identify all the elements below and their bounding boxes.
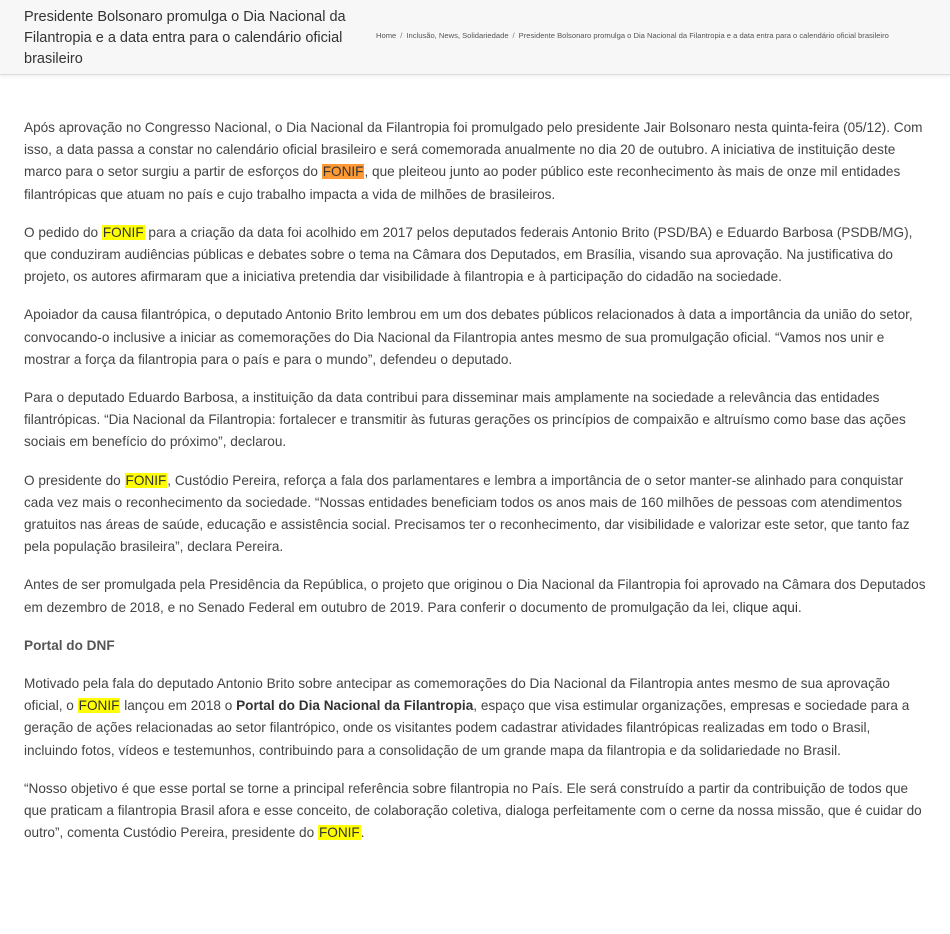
paragraph-text: . (360, 825, 365, 841)
paragraph-text: , espaço que visa estimular organizações, empresas e sociedade para a geração de ações relacionadas ao setor filantrópico, onde os visitantes podem cadastrar atividades filantrópicas realizadas em todo o Brasil, incluindo fotos, vídeos e testemunhos, contribuindo para a consolidação de um grande mapa da filantropia e da solidariedade no Brasil. (24, 698, 910, 758)
paragraph-text: O presidente do (24, 472, 125, 488)
article-paragraph: Para o deputado Eduardo Barbosa, a instituição da data contribui para disseminar mais amplamente na sociedade a relevância das entidades filantrópicas. “Dia Nacional da Filantropia: fortalecer e transmitir às futuras gerações os princípios de compaixão e altruísmo como base das ações sociais em benefício do próximo”, declarou. (24, 390, 906, 450)
paragraph-text: “Nosso objetivo é que esse portal se torne a principal referência sobre filantropia no País. Ele será construído a partir da contribuição de todos que que praticam a filantropia Brasil afora e esse conceito, de colaboração coletiva, dialoga perfeitamente com o cerne da nossa missão, que é cuidar do outro”, comenta Custódio Pereira, presidente do (24, 780, 922, 841)
breadcrumb-current: Presidente Bolsonaro promulga o Dia Nacional da Filantropia e a data entra para o calendário oficial brasileiro (518, 31, 889, 40)
breadcrumb-separator: / (400, 31, 403, 40)
breadcrumb-category-link[interactable]: Inclusão, News, Solidariedade (406, 31, 509, 40)
article-paragraph (24, 673, 926, 762)
paragraph-text: . (797, 599, 802, 615)
page-title: Presidente Bolsonaro promulga o Dia Nacional da Filantropia e a data entra para o calendário oficial brasileiro (24, 9, 346, 67)
fonif-highlight: FONIF (318, 825, 360, 841)
fonif-highlight: FONIF (78, 698, 120, 714)
section-subheading: Portal do DNF (24, 637, 115, 653)
paragraph-text: para a criação da data foi acolhido em 2017 pelos deputados federais Antonio Brito (PSD/BA) e Eduardo Barbosa (PSDB/MG), que conduziram audiências públicas e debates sobre o tema na Câmara dos Deputados, em Brasília, visando sua aprovação. Na justificativa do projeto, os autores afirmaram que a iniciativa pretendia dar visibilidade à filantropia e à participação do cidadão na sociedade. (24, 224, 913, 285)
promulgation-document-link[interactable]: clique aqui (732, 599, 798, 615)
paragraph-text: Antes de ser promulgada pela Presidência da República, o projeto que originou o Dia Nacional da Filantropia foi aprovado na Câmara dos Deputados em dezembro de 2018, e no Senado Federal em outubro de 2019. Para conferir o documento de promulgação da lei, (24, 577, 926, 615)
fonif-highlight: FONIF (322, 164, 364, 180)
breadcrumb-separator: / (512, 31, 515, 40)
fonif-highlight: FONIF (125, 472, 167, 488)
fonif-highlight: FONIF (102, 224, 144, 240)
breadcrumb-home-link[interactable]: Home (376, 31, 397, 40)
article-paragraph (24, 574, 926, 618)
breadcrumb (376, 31, 946, 40)
article-paragraph (24, 117, 926, 206)
paragraph-text: , Custódio Pereira, reforça a fala dos parlamentares e lembra a importância de o setor manter-se alinhado para conquistar cada vez mais o reconhecimento da sociedade. “Nossas entidades beneficiam todos os anos mais de 160 milhões de pessoas com atendimentos gratuitos nas áreas de saúde, educação e assistência social. Precisamos ter o reconhecimento, dar visibilidade e valorizar este setor, que tanto faz pela população brasileira”, declara Pereira. (24, 472, 910, 555)
paragraph-text: lançou em 2018 o (120, 698, 237, 714)
paragraph-text: Motivado pela fala do deputado Antonio Brito sobre antecipar as comemorações do Dia Nacional da Filantropia antes mesmo de sua aprovação oficial, o (24, 676, 890, 714)
article-paragraph: Apoiador da causa filantrópica, o deputado Antonio Brito lembrou em um dos debates públicos relacionados à data a importância da união do setor, convocando-o inclusive a iniciar as comemorações do Dia Nacional da Filantropia antes mesmo de sua promulgação oficial. “Vamos nos unir e mostrar a força da filantropia para o país e para o mundo”, defendeu o deputado. (24, 307, 913, 367)
article-paragraph (24, 778, 926, 845)
article-paragraph (24, 222, 926, 289)
paragraph-text: , que pleiteou junto ao poder público este reconhecimento às mais de onze mil entidades filantrópicas que atuam no país e cujo trabalho impacta a vida de milhões de brasileiros. (24, 164, 901, 202)
article-paragraph (24, 470, 926, 559)
portal-name-bold: Portal do Dia Nacional da Filantropia (236, 698, 474, 714)
paragraph-text: Após aprovação no Congresso Nacional, o Dia Nacional da Filantropia foi promulgado pelo presidente Jair Bolsonaro nesta quinta-feira (05/12). Com isso, a data passa a constar no calendário oficial brasileiro e será comemorada anualmente no dia 20 de outubro. A iniciativa de instituição deste marco para o setor surgiu a partir de esforços do (24, 120, 923, 180)
paragraph-text: O pedido do (24, 224, 102, 240)
article-body (24, 117, 926, 860)
page-header (0, 0, 950, 75)
